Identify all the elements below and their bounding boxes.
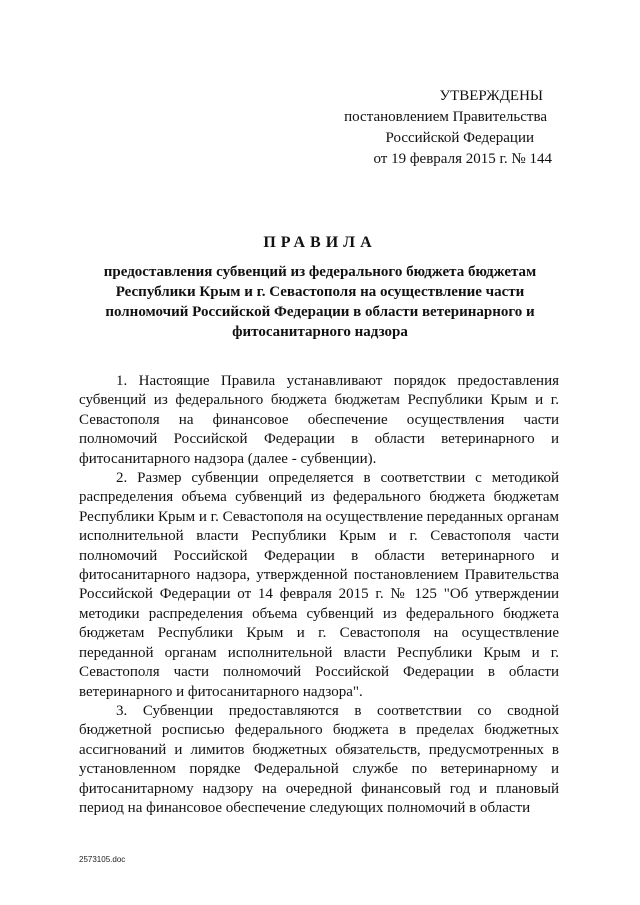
document-body [79, 372, 559, 818]
approval-heading: УТВЕРЖДЕНЫ [439, 88, 543, 104]
paragraph-2: 2. Размер субвенции определяется в соответствии с методикой распределения объема субвенций из федерального бюджета бюджетам Республики Крым и г. Севастополя на осуществление переданных органам исполнительной власти Республики Крым и г. Севастополя части полномочий Российской Федерации в области ветеринарного и фитосанитарного надзора, утвержденной постановлением Правительства Российской Федерации от 14 февраля 2015 г. № 125 "Об утверждении методики распределения объема субвенций из федерального бюджета бюджетам Республики Крым и г. Севастополя на осуществление переданной органам исполнительной власти Республики Крым и г. Севастополя части полномочий Российской Федерации в области ветеринарного и фитосанитарного надзора". [79, 470, 559, 700]
file-name-footer: 2573105.doc [79, 855, 126, 864]
paragraph-1: 1. Настоящие Правила устанавливают порядок предоставления субвенций из федерального бюджета бюджетам Республики Крым и г. Севастополя на финансовое обеспечение осуществления части полномочий Российской Федерации в области ветеринарного и фитосанитарного надзора (далее - субвенции). [79, 373, 559, 467]
approval-line: постановлением Правительства [344, 109, 547, 125]
paragraph-3: 3. Субвенции предоставляются в соответствии со сводной бюджетной росписью федерального бюджета в пределах бюджетных ассигнований и лимитов бюджетных обязательств, предусмотренных в установленном порядке Федеральной службе по ветеринарному и фитосанитарному надзору на очередной финансовый год и плановый период на финансовое обеспечение следующих полномочий в области [79, 702, 559, 816]
approval-date-number: от 19 февраля 2015 г. № 144 [373, 151, 552, 167]
document-title: ПРАВИЛА [263, 234, 377, 251]
document-subtitle: предоставления субвенций из федерального бюджета бюджетам Республики Крым и г. Севастополя на осуществление части полномочий Российской Федерации в области ветеринарного и фитосанитарного надзора [103, 264, 537, 340]
approval-stamp [344, 86, 555, 170]
approval-line: Российской Федерации [385, 130, 534, 146]
